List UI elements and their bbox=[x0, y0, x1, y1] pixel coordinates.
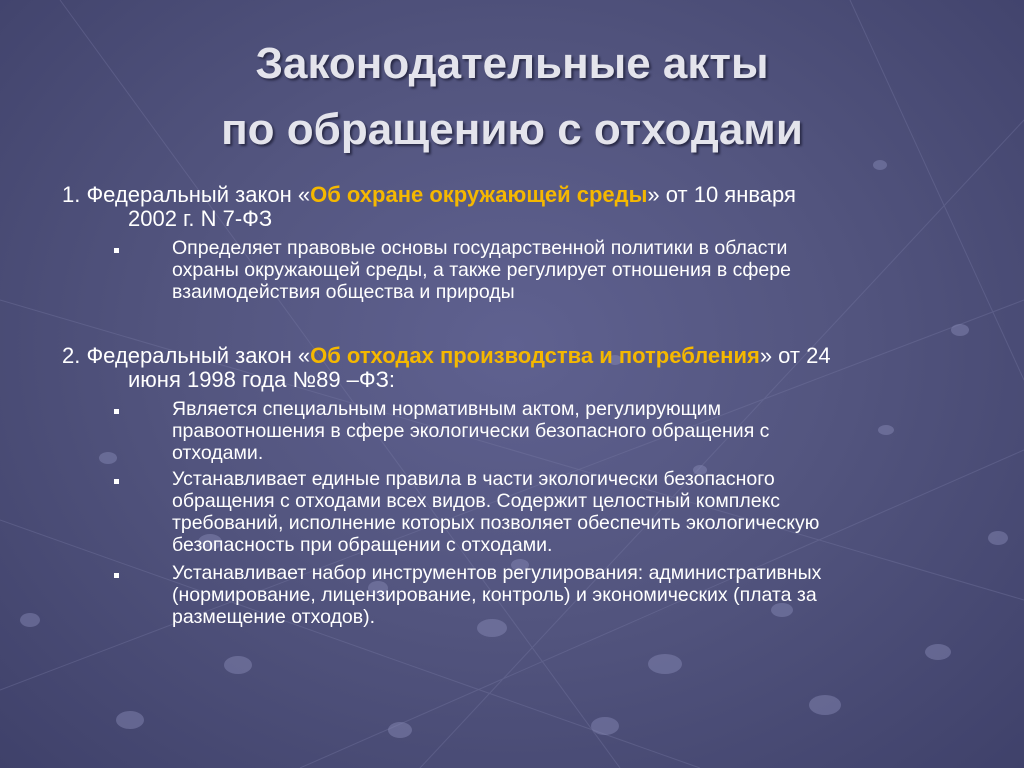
bullet-line: правоотношения в сфере экологически безопасного обращения с bbox=[172, 420, 770, 442]
bullet-square-icon bbox=[114, 248, 119, 253]
law-item-1-title: Об охране окружающей среды bbox=[310, 182, 648, 207]
bullet-line: отходами. bbox=[172, 442, 264, 464]
bullet-line: Устанавливает единые правила в части экологически безопасного bbox=[172, 468, 775, 490]
bullet-line: Устанавливает набор инструментов регулирования: административных bbox=[172, 562, 822, 584]
bullet-square-icon bbox=[114, 479, 119, 484]
law-item-2 bbox=[62, 344, 962, 392]
law-item-2-title: Об отходах производства и потребления bbox=[310, 343, 760, 368]
law-item-1 bbox=[62, 183, 962, 231]
law-item-2-prefix: 2. Федеральный закон « bbox=[62, 343, 311, 368]
law-item-2-bullet-1 bbox=[172, 398, 952, 464]
law-item-1-suffix: » от 10 января bbox=[647, 182, 796, 207]
bullet-line: Является специальным нормативным актом, регулирующим bbox=[172, 398, 721, 420]
law-item-2-bullet-2 bbox=[172, 468, 952, 556]
bullet-line: безопасность при обращении с отходами. bbox=[172, 534, 553, 556]
slide-title-line-2: по обращению с отходами bbox=[221, 105, 803, 154]
law-item-1-heading bbox=[62, 183, 962, 207]
bullet-square-icon bbox=[114, 409, 119, 414]
law-item-2-bullet-3 bbox=[172, 562, 952, 628]
law-item-2-date: июня 1998 года №89 –ФЗ: bbox=[128, 367, 396, 392]
law-item-1-prefix: 1. Федеральный закон « bbox=[62, 182, 311, 207]
bullet-line: размещение отходов). bbox=[172, 606, 376, 628]
law-item-1-bullet-1 bbox=[172, 237, 952, 303]
law-item-1-date: 2002 г. N 7-ФЗ bbox=[128, 206, 273, 231]
bullet-line: обращения с отходами всех видов. Содержит целостный комплекс bbox=[172, 490, 781, 512]
law-item-2-heading bbox=[62, 344, 962, 368]
bullet-line: Определяет правовые основы государственной политики в области bbox=[172, 237, 788, 259]
bullet-line: охраны окружающей среды, а также регулирует отношения в сфере bbox=[172, 259, 791, 281]
bullet-line: требований, исполнение которых позволяет обеспечить экологическую bbox=[172, 512, 820, 534]
slide-title-line-1: Законодательные акты bbox=[255, 39, 769, 88]
bullet-line: (нормирование, лицензирование, контроль) и экономических (плата за bbox=[172, 584, 817, 606]
bullet-square-icon bbox=[114, 573, 119, 578]
bullet-line: взаимодействия общества и природы bbox=[172, 281, 515, 303]
law-item-2-suffix: » от 24 bbox=[759, 343, 831, 368]
